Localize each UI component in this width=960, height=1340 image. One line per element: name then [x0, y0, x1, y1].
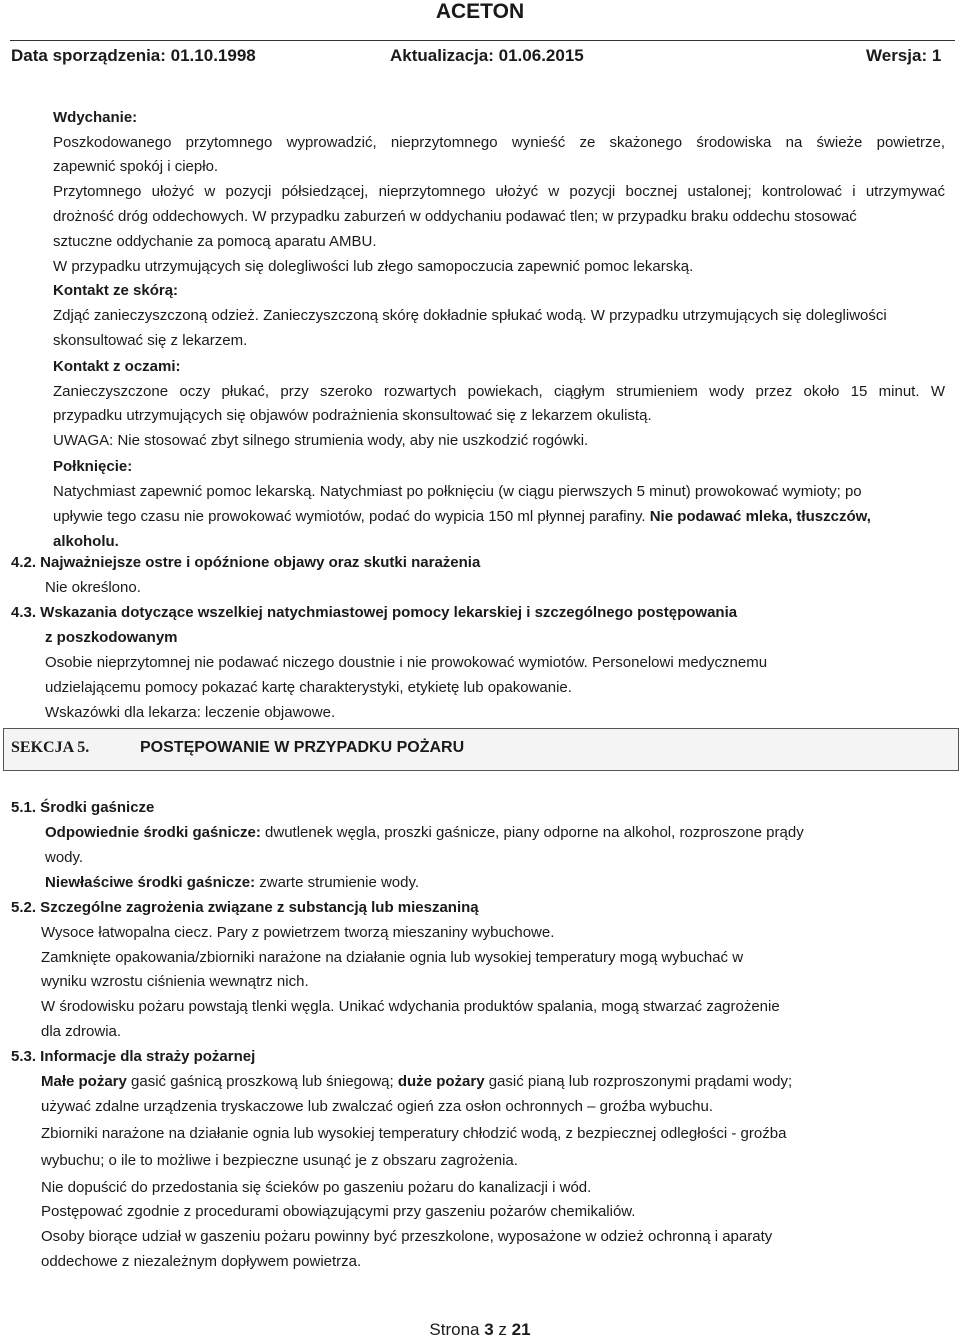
subsection-5-2-text-line: wyniku wzrostu ciśnienia wewnątrz nich.: [41, 973, 309, 990]
subsection-5-3-text-line: [41, 1072, 792, 1092]
subsection-4-2-heading: 4.2. Najważniejsze ostre i opóźnione objawy oraz skutki narażenia: [11, 554, 481, 571]
subsection-5-3-text-line: Nie dopuścić do przedostania się ścieków po gaszeniu pożaru do kanalizacji i wód.: [41, 1179, 592, 1196]
large-fires-text: gasić pianą lub rozproszonymi prądami wody;: [484, 1073, 793, 1090]
unsuitable-media-line: [45, 873, 419, 893]
page-number: [0, 1320, 960, 1340]
subsection-5-3-text-line: oddechowe z niezależnym dopływem powietrza.: [41, 1253, 362, 1270]
small-fires-label: Małe pożary: [41, 1073, 127, 1090]
inhalation-text-line: Poszkodowanego przytomnego wyprowadzić, nieprzytomnego wynieść ze skażonego środowiska na świeże powietrze,: [53, 134, 945, 151]
subsection-4-3-text-line: Wskazówki dla lekarza: leczenie objawowe.: [45, 704, 336, 721]
skin-contact-text-line: skonsultować się z lekarzem.: [53, 332, 248, 349]
subsection-5-3-text-line: Zbiorniki narażone na działanie ognia lub wysokiej temperatury chłodzić wodą, z bezpiecznej odległości - groźba: [41, 1125, 787, 1142]
subsection-5-3-text-line: używać zdalne urządzenia tryskaczowe lub zwalczać ogień zza osłon ochronnych – groźba wybuchu.: [41, 1098, 714, 1115]
ingestion-heading: Połknięcie:: [53, 458, 133, 475]
subsection-5-3-heading: 5.3. Informacje dla straży pożarnej: [11, 1048, 256, 1065]
section-5-number: SEKCJA 5.: [11, 739, 90, 756]
eye-contact-text-line: przypadku utrzymujących się objawów podrażnienia skonsultować się z lekarzem okulistą.: [53, 407, 652, 424]
document-title: ACETON: [435, 0, 525, 23]
unsuitable-media-text: zwarte strumienie wody.: [255, 874, 420, 891]
header-divider: [10, 40, 955, 41]
inhalation-text-line: sztuczne oddychanie za pomocą aparatu AMBU.: [53, 233, 377, 250]
inhalation-text-fragment: W przypadku zaburzeń w oddychaniu podawać tlen; w przypadku braku oddechu stosować: [252, 208, 857, 225]
subsection-4-2-text: Nie określono.: [45, 579, 141, 596]
large-fires-label: duże pożary: [397, 1073, 485, 1090]
version-label: Wersja: 1: [866, 46, 942, 65]
suitable-media-label: Odpowiednie środki gaśnicze:: [45, 824, 261, 841]
ingestion-text-line: Natychmiast zapewnić pomoc lekarską. Natychmiast po połknięciu (w ciągu pierwszych 5 minut) prowokować wymioty; po: [53, 483, 862, 500]
page-total: 21: [511, 1320, 531, 1339]
ingestion-text-fragment: upływie tego czasu nie prowokować wymiotów, podać do wypicia 150 ml płynnej parafiny.: [53, 508, 646, 525]
subsection-5-3-text-line: Osoby biorące udział w gaszeniu pożaru powinny być przeszkolone, wyposażone w odzież ochronną i aparaty: [41, 1228, 773, 1245]
eye-contact-warning: UWAGA: Nie stosować zbyt silnego strumienia wody, aby nie uszkodzić rogówki.: [53, 432, 589, 449]
eye-contact-heading: Kontakt z oczami:: [53, 358, 181, 375]
page-separator: z: [493, 1320, 512, 1339]
skin-contact-text-line: Zdjąć zanieczyszczoną odzież. Zanieczyszczoną skórę dokładnie spłukać wodą. W przypadku utrzymujących się dolegliwości: [53, 307, 887, 324]
inhalation-text-line: [53, 207, 857, 227]
page-current: 3: [484, 1320, 494, 1339]
subsection-5-2-text-line: Zamknięte opakowania/zbiorniki narażone na działanie ognia lub wysokiej temperatury mogą wybuchać w: [41, 949, 744, 966]
subsection-4-3-heading: 4.3. Wskazania dotyczące wszelkiej natychmiastowej pomocy lekarskiej i szczególnego postępowania: [11, 604, 738, 621]
ingestion-warning-fragment: alkoholu.: [53, 533, 119, 550]
small-fires-text: gasić gaśnicą proszkową lub śniegową;: [126, 1073, 398, 1090]
suitable-media-line: wody.: [45, 849, 84, 866]
skin-contact-heading: Kontakt ze skórą:: [53, 282, 179, 299]
suitable-media-line: [45, 823, 804, 843]
update-date: Aktualizacja: 01.06.2015: [390, 46, 584, 65]
ingestion-warning-fragment: Nie podawać mleka, tłuszczów,: [649, 508, 871, 525]
section-5-title: POSTĘPOWANIE W PRZYPADKU POŻARU: [140, 739, 465, 756]
subsection-5-2-heading: 5.2. Szczególne zagrożenia związane z substancją lub mieszaniną: [11, 899, 479, 916]
inhalation-text-line: zapewnić spokój i ciepło.: [53, 158, 219, 175]
inhalation-heading: Wdychanie:: [53, 109, 138, 126]
inhalation-text-line: W przypadku utrzymujących się dolegliwości lub złego samopoczucia zapewnić pomoc lekarską.: [53, 258, 694, 275]
suitable-media-text: dwutlenek węgla, proszki gaśnicze, piany odporne na alkohol, rozproszone prądy: [260, 824, 804, 841]
eye-contact-text-line: Zanieczyszczone oczy płukać, przy szeroko rozwartych powiekach, ciągłym strumieniem wody przez około 15 minut. W: [53, 383, 945, 400]
inhalation-text-fragment: drożność dróg oddechowych.: [53, 208, 249, 225]
subsection-5-2-text-line: Wysoce łatwopalna ciecz. Pary z powietrzem tworzą mieszaniny wybuchowe.: [41, 924, 555, 941]
subsection-5-1-heading: 5.1. Środki gaśnicze: [11, 799, 155, 816]
subsection-5-3-text-line: Postępować zgodnie z procedurami obowiązującymi przy gaszeniu pożarów chemikaliów.: [41, 1203, 636, 1220]
subsection-5-3-text-line: wybuchu; o ile to możliwe i bezpieczne usunąć je z obszaru zagrożenia.: [41, 1152, 518, 1169]
subsection-5-2-text-line: W środowisku pożaru powstają tlenki węgla. Unikać wdychania produktów spalania, mogą stwarzać zagrożenie: [41, 998, 780, 1015]
ingestion-text-line: [53, 507, 871, 527]
page-prefix: Strona: [429, 1320, 485, 1339]
inhalation-text-line: Przytomnego ułożyć w pozycji półsiedzącej, nieprzytomnego ułożyć w pozycji bocznej ustalonej; kontrolować i utrzymywać: [53, 183, 945, 200]
unsuitable-media-label: Niewłaściwe środki gaśnicze:: [45, 874, 256, 891]
subsection-4-3-heading-cont: z poszkodowanym: [45, 629, 178, 646]
subsection-4-3-text-line: Osobie nieprzytomnej nie podawać niczego doustnie i nie prowokować wymiotów. Personelowi medycznemu: [45, 654, 768, 671]
creation-date: Data sporządzenia: 01.10.1998: [11, 46, 256, 65]
subsection-5-2-text-line: dla zdrowia.: [41, 1023, 122, 1040]
subsection-4-3-text-line: udzielającemu pomocy pokazać kartę charakterystyki, etykietę lub opakowanie.: [45, 679, 572, 696]
